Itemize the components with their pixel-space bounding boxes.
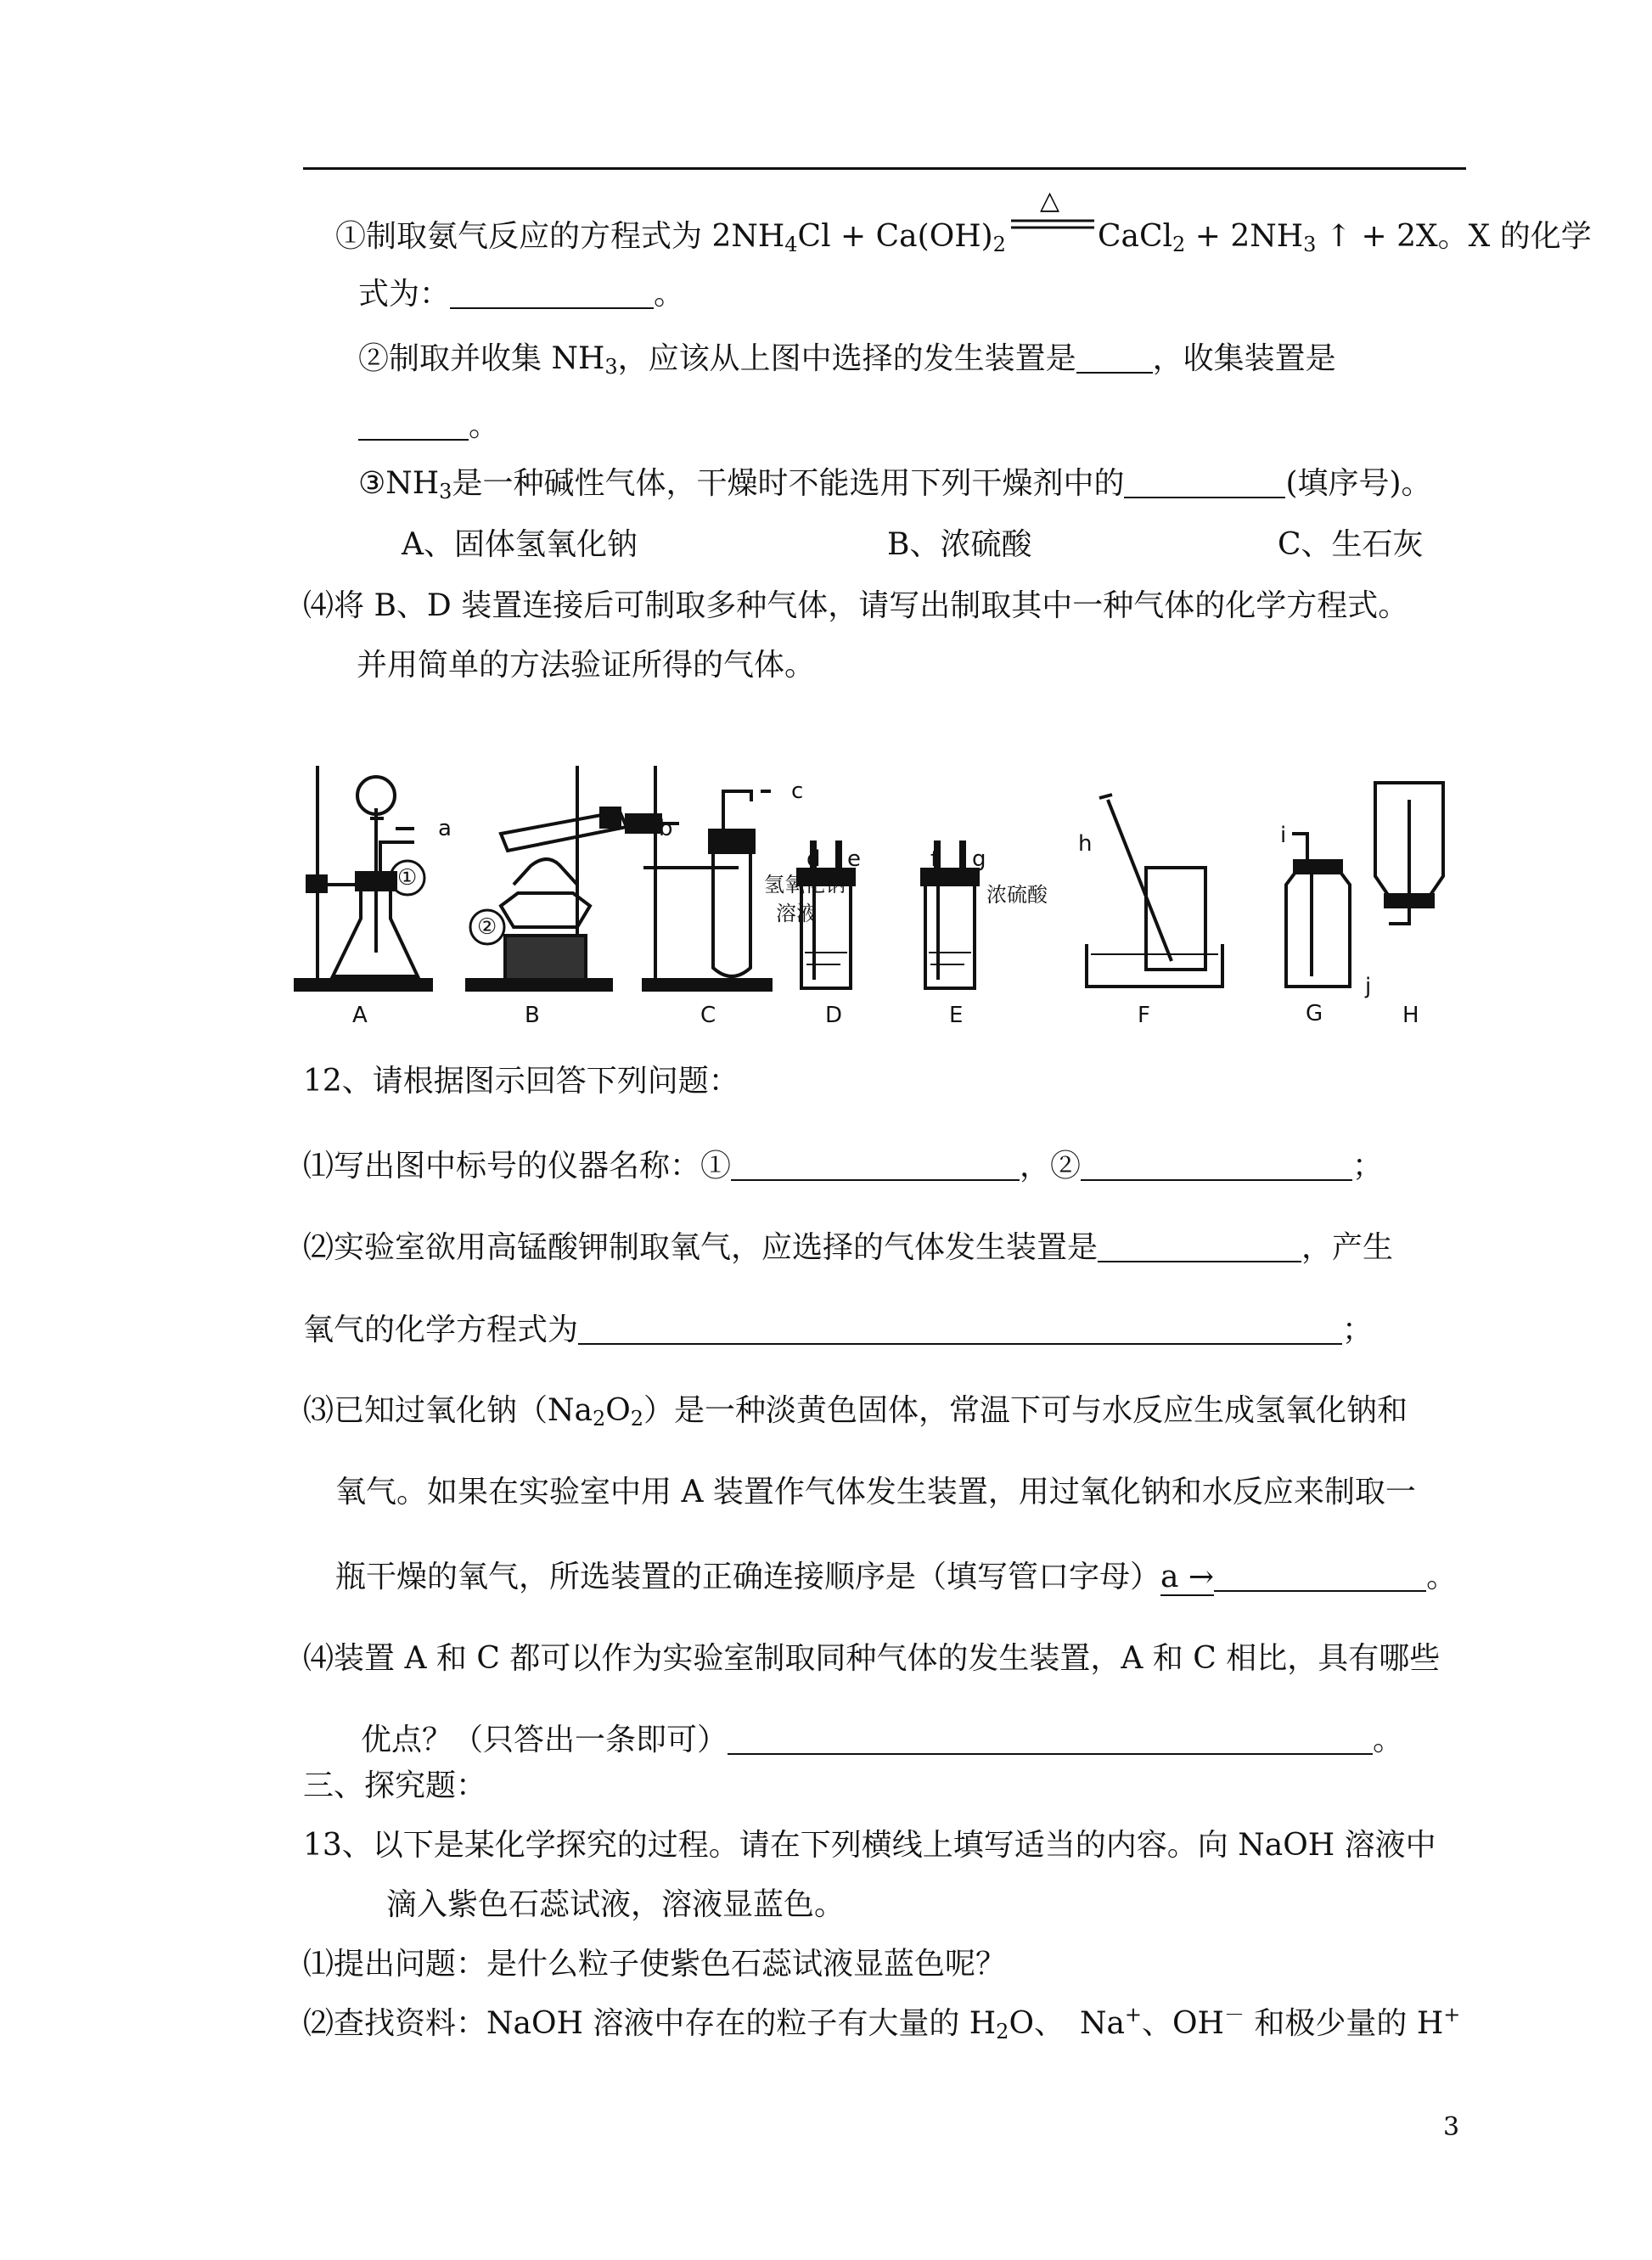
answer-blank[interactable]	[1214, 1560, 1426, 1592]
svg-text:e: e	[847, 846, 861, 872]
q12-title: 12、请根据图示回答下列问题：	[303, 1064, 739, 1099]
svg-text:h: h	[1078, 831, 1093, 857]
svg-text:G: G	[1306, 1001, 1323, 1026]
svg-text:F: F	[1138, 1003, 1150, 1028]
q12-sub4-line1: ⑷装置 A 和 C 都可以作为实验室制取同种气体的发生装置，A 和 C 相比，具有哪些	[303, 1641, 1441, 1676]
option-c: C、生石灰	[1278, 527, 1424, 562]
q13-sub1: ⑴提出问题：是什么粒子使紫色石蕊试液显蓝色呢？	[303, 1947, 1007, 1982]
svg-text:b: b	[659, 816, 673, 841]
svg-text:d: d	[806, 846, 821, 872]
page-number: 3	[1443, 2112, 1460, 2142]
q11-part2-line2: 。	[358, 408, 499, 445]
svg-text:j: j	[1365, 974, 1372, 999]
q12-sub3-line2: 氧气。如果在实验室中用 A 装置作气体发生装置，用过氧化钠和水反应来制取一	[335, 1475, 1416, 1509]
q12-sub2-line1: ⑵实验室欲用高锰酸钾制取氧气，应选择的气体发生装置是 ，产生	[303, 1230, 1394, 1265]
q12-sub1: ⑴写出图中标号的仪器名称：① ，② ；	[303, 1149, 1384, 1183]
answer-blank[interactable]	[1124, 466, 1285, 498]
svg-text:B: B	[525, 1003, 540, 1028]
q11-part1-line2: 式为： 。	[358, 277, 685, 312]
svg-text:g: g	[972, 846, 986, 872]
svg-text:氢氧化钠: 氢氧化钠	[764, 873, 846, 897]
svg-text:i: i	[1280, 823, 1287, 848]
answer-blank[interactable]	[728, 1723, 1373, 1755]
svg-text:E: E	[949, 1003, 964, 1028]
answer-blank[interactable]	[450, 277, 654, 309]
q13-line2: 滴入紫色石蕊试液，溶液显蓝色。	[386, 1887, 846, 1922]
q12-sub3-line1: ⑶已知过氧化钠$(Na_2O_2)$是一种淡黄色固体，常温下可与水反应生成氢氧化钠和	[303, 1393, 1408, 1431]
q12-sub2-line2: 氧气的化学方程式为 ；	[303, 1313, 1374, 1347]
q11-part1-line1: ①制取氨气反应的方程式为 $2NH_4Cl + Ca(OH)_2$ △ CaCl$_2$ + $2NH_3$ ↑ + 2X。X 的化学	[335, 187, 1592, 256]
answer-blank[interactable]	[578, 1313, 1342, 1345]
q11-part3: $③NH_3$是一种碱性气体，干燥时不能选用下列干燥剂中的 (填序号)。	[358, 466, 1432, 503]
q13-sub2: ⑵查找资料：NaOH 溶液中存在的粒子有大量的 $H_2O$、 Na+、OH－ 和极少量的 H+	[303, 2003, 1461, 2044]
q13-line1: 13、以下是某化学探究的过程。请在下列横线上填写适当的内容。向 NaOH 溶液中	[303, 1828, 1436, 1863]
option-b: B、浓硫酸	[887, 527, 1032, 562]
answer-blank[interactable]	[1098, 1230, 1301, 1262]
option-a: A、固体氢氧化钠	[402, 527, 638, 562]
q11-part4-line2: 并用简单的方法验证所得的气体。	[357, 648, 816, 683]
section-heading: 三、探究题：	[303, 1768, 487, 1803]
svg-text:f: f	[930, 846, 939, 872]
svg-text:溶液: 溶液	[776, 902, 817, 925]
answer-blank[interactable]	[358, 408, 469, 441]
q12-sub3-line3: 瓶干燥的氧气，所选装置的正确连接顺序是（填写管口字母）a → 。	[335, 1560, 1458, 1594]
q11-part4-line1: ⑷将 B、D 装置连接后可制取多种气体，请写出制取其中一种气体的化学方程式。	[303, 588, 1409, 623]
svg-text:D: D	[825, 1003, 843, 1028]
apparatus-figure	[289, 757, 1477, 1029]
heat-equals-sign	[1006, 187, 1098, 250]
svg-text:a: a	[438, 816, 452, 841]
svg-text:c: c	[791, 779, 804, 804]
svg-text:①: ①	[397, 865, 418, 891]
apparatus-diagram	[289, 757, 1477, 1029]
svg-text:浓硫酸: 浓硫酸	[986, 883, 1048, 907]
svg-text:△: △	[1039, 187, 1060, 216]
header-rule	[303, 167, 1466, 170]
answer-blank[interactable]	[1081, 1149, 1352, 1181]
svg-text:A: A	[352, 1003, 368, 1028]
svg-text:C: C	[700, 1003, 716, 1028]
answer-blank[interactable]	[1076, 341, 1153, 374]
svg-text:②: ②	[477, 914, 497, 940]
q12-sub4-line2: 优点？（只答出一条即可） 。	[361, 1723, 1404, 1757]
svg-text:H: H	[1402, 1003, 1419, 1028]
answer-blank[interactable]	[731, 1149, 1020, 1181]
q11-part2-line1: ②制取并收集 $NH_3$，应该从上图中选择的发生装置是 ，收集装置是	[358, 341, 1336, 379]
